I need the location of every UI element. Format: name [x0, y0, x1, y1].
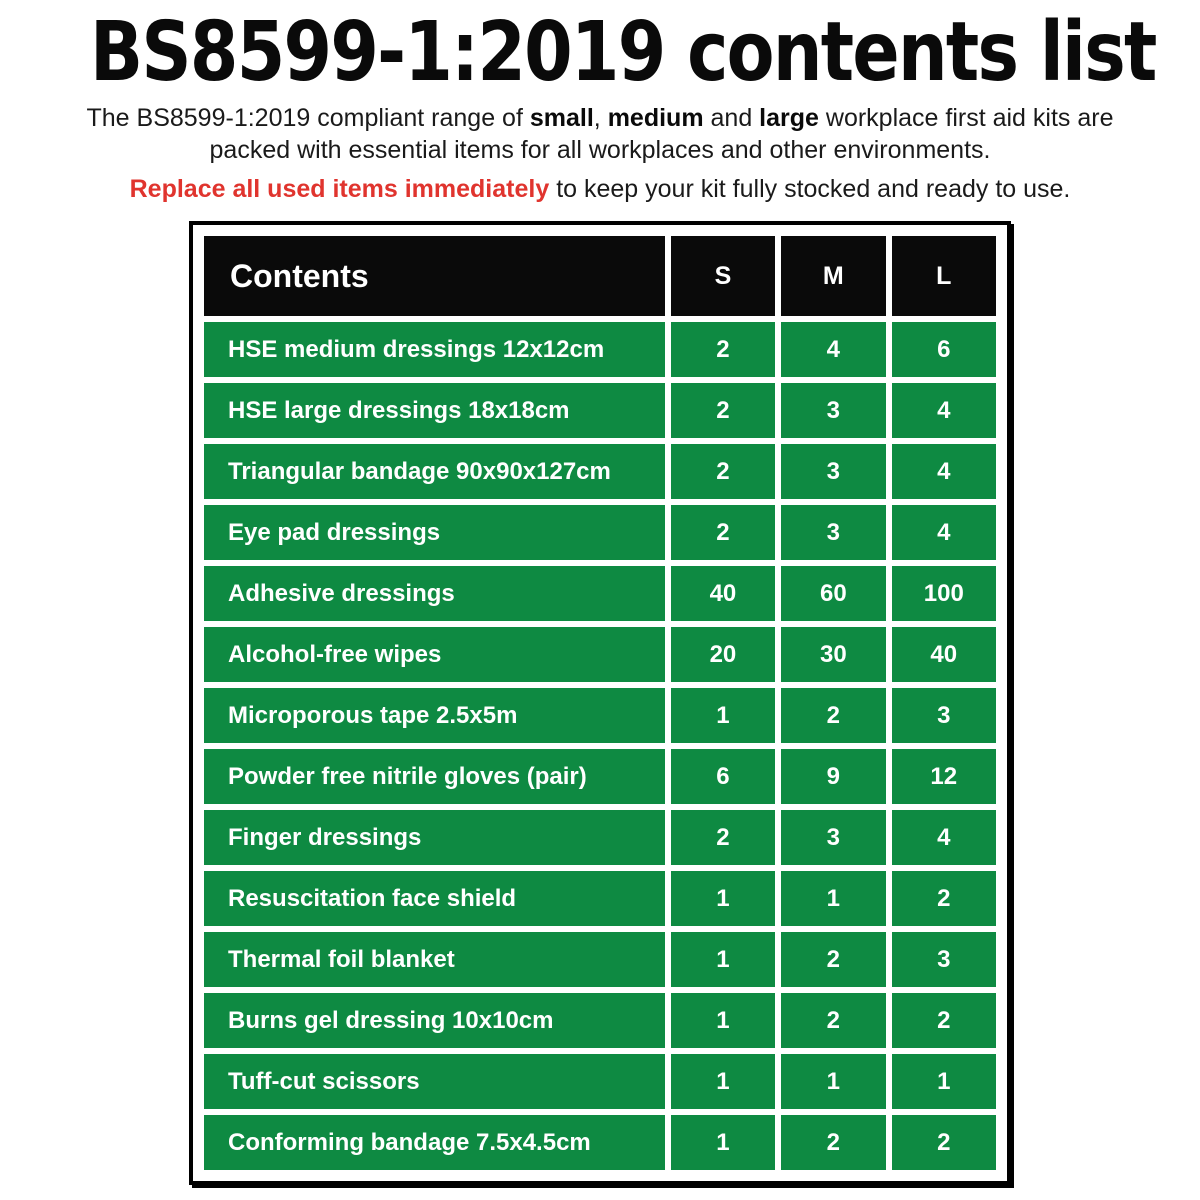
- intro-segment: and: [703, 104, 760, 133]
- contents-table-frame: [189, 221, 1011, 1185]
- qty-medium: 3: [781, 444, 885, 499]
- table-row: [204, 932, 996, 987]
- qty-small: 1: [671, 1115, 775, 1170]
- column-header-contents: Contents: [204, 236, 665, 316]
- notice-text: [70, 174, 1130, 205]
- table-row: [204, 505, 996, 560]
- table-row: [204, 993, 996, 1048]
- contents-list-page: [0, 5, 1200, 1200]
- notice-highlight: Replace all used items immediately: [129, 175, 550, 204]
- item-name: Powder free nitrile gloves (pair): [204, 749, 665, 804]
- column-header-medium: M: [781, 236, 885, 316]
- intro-text: [80, 102, 1120, 166]
- column-header-large: L: [892, 236, 996, 316]
- table-row: [204, 688, 996, 743]
- qty-medium: 1: [781, 871, 885, 926]
- qty-large: 12: [892, 749, 996, 804]
- qty-medium: 3: [781, 810, 885, 865]
- item-name: Burns gel dressing 10x10cm: [204, 993, 665, 1048]
- table-row: [204, 627, 996, 682]
- table-row: [204, 566, 996, 621]
- table-row: [204, 1115, 996, 1170]
- item-name: HSE medium dressings 12x12cm: [204, 322, 665, 377]
- table-row: [204, 1054, 996, 1109]
- table-row: [204, 383, 996, 438]
- page-title: BS8599-1:2019 contents list: [90, 5, 1156, 100]
- qty-medium: 2: [781, 993, 885, 1048]
- qty-large: 1: [892, 1054, 996, 1109]
- qty-medium: 60: [781, 566, 885, 621]
- qty-large: 2: [892, 993, 996, 1048]
- item-name: HSE large dressings 18x18cm: [204, 383, 665, 438]
- qty-small: 2: [671, 322, 775, 377]
- qty-large: 4: [892, 383, 996, 438]
- item-name: Thermal foil blanket: [204, 932, 665, 987]
- contents-table: [198, 230, 1002, 1176]
- item-name: Resuscitation face shield: [204, 871, 665, 926]
- qty-small: 1: [671, 871, 775, 926]
- qty-large: 6: [892, 322, 996, 377]
- qty-large: 3: [892, 688, 996, 743]
- qty-medium: 2: [781, 688, 885, 743]
- item-name: Conforming bandage 7.5x4.5cm: [204, 1115, 665, 1170]
- item-name: Microporous tape 2.5x5m: [204, 688, 665, 743]
- qty-small: 40: [671, 566, 775, 621]
- qty-medium: 4: [781, 322, 885, 377]
- qty-small: 2: [671, 505, 775, 560]
- qty-small: 1: [671, 993, 775, 1048]
- item-name: Triangular bandage 90x90x127cm: [204, 444, 665, 499]
- qty-medium: 30: [781, 627, 885, 682]
- qty-small: 1: [671, 1054, 775, 1109]
- qty-large: 4: [892, 444, 996, 499]
- qty-medium: 1: [781, 1054, 885, 1109]
- intro-segment: workplace first aid kits are packed with essential items for all workplaces and other environments.: [209, 104, 1114, 165]
- qty-small: 2: [671, 383, 775, 438]
- item-name: Finger dressings: [204, 810, 665, 865]
- intro-segment: The BS8599-1:2019 compliant range of: [86, 104, 530, 133]
- intro-bold-large: large: [759, 104, 819, 133]
- qty-large: 2: [892, 871, 996, 926]
- qty-small: 1: [671, 688, 775, 743]
- table-row: [204, 444, 996, 499]
- qty-medium: 3: [781, 383, 885, 438]
- qty-small: 2: [671, 444, 775, 499]
- table-row: [204, 322, 996, 377]
- qty-medium: 2: [781, 932, 885, 987]
- qty-large: 40: [892, 627, 996, 682]
- item-name: Alcohol-free wipes: [204, 627, 665, 682]
- qty-large: 4: [892, 810, 996, 865]
- qty-large: 100: [892, 566, 996, 621]
- notice-rest: to keep your kit fully stocked and ready to use.: [549, 175, 1071, 204]
- table-header-row: [204, 236, 996, 316]
- qty-medium: 2: [781, 1115, 885, 1170]
- column-header-small: S: [671, 236, 775, 316]
- qty-small: 2: [671, 810, 775, 865]
- intro-bold-small: small: [529, 104, 594, 133]
- table-row: [204, 749, 996, 804]
- qty-small: 6: [671, 749, 775, 804]
- item-name: Adhesive dressings: [204, 566, 665, 621]
- table-row: [204, 810, 996, 865]
- intro-segment: ,: [593, 104, 608, 133]
- qty-large: 4: [892, 505, 996, 560]
- item-name: Eye pad dressings: [204, 505, 665, 560]
- item-name: Tuff-cut scissors: [204, 1054, 665, 1109]
- qty-large: 3: [892, 932, 996, 987]
- qty-large: 2: [892, 1115, 996, 1170]
- qty-medium: 9: [781, 749, 885, 804]
- qty-medium: 3: [781, 505, 885, 560]
- qty-small: 20: [671, 627, 775, 682]
- intro-bold-medium: medium: [607, 104, 704, 133]
- table-row: [204, 871, 996, 926]
- qty-small: 1: [671, 932, 775, 987]
